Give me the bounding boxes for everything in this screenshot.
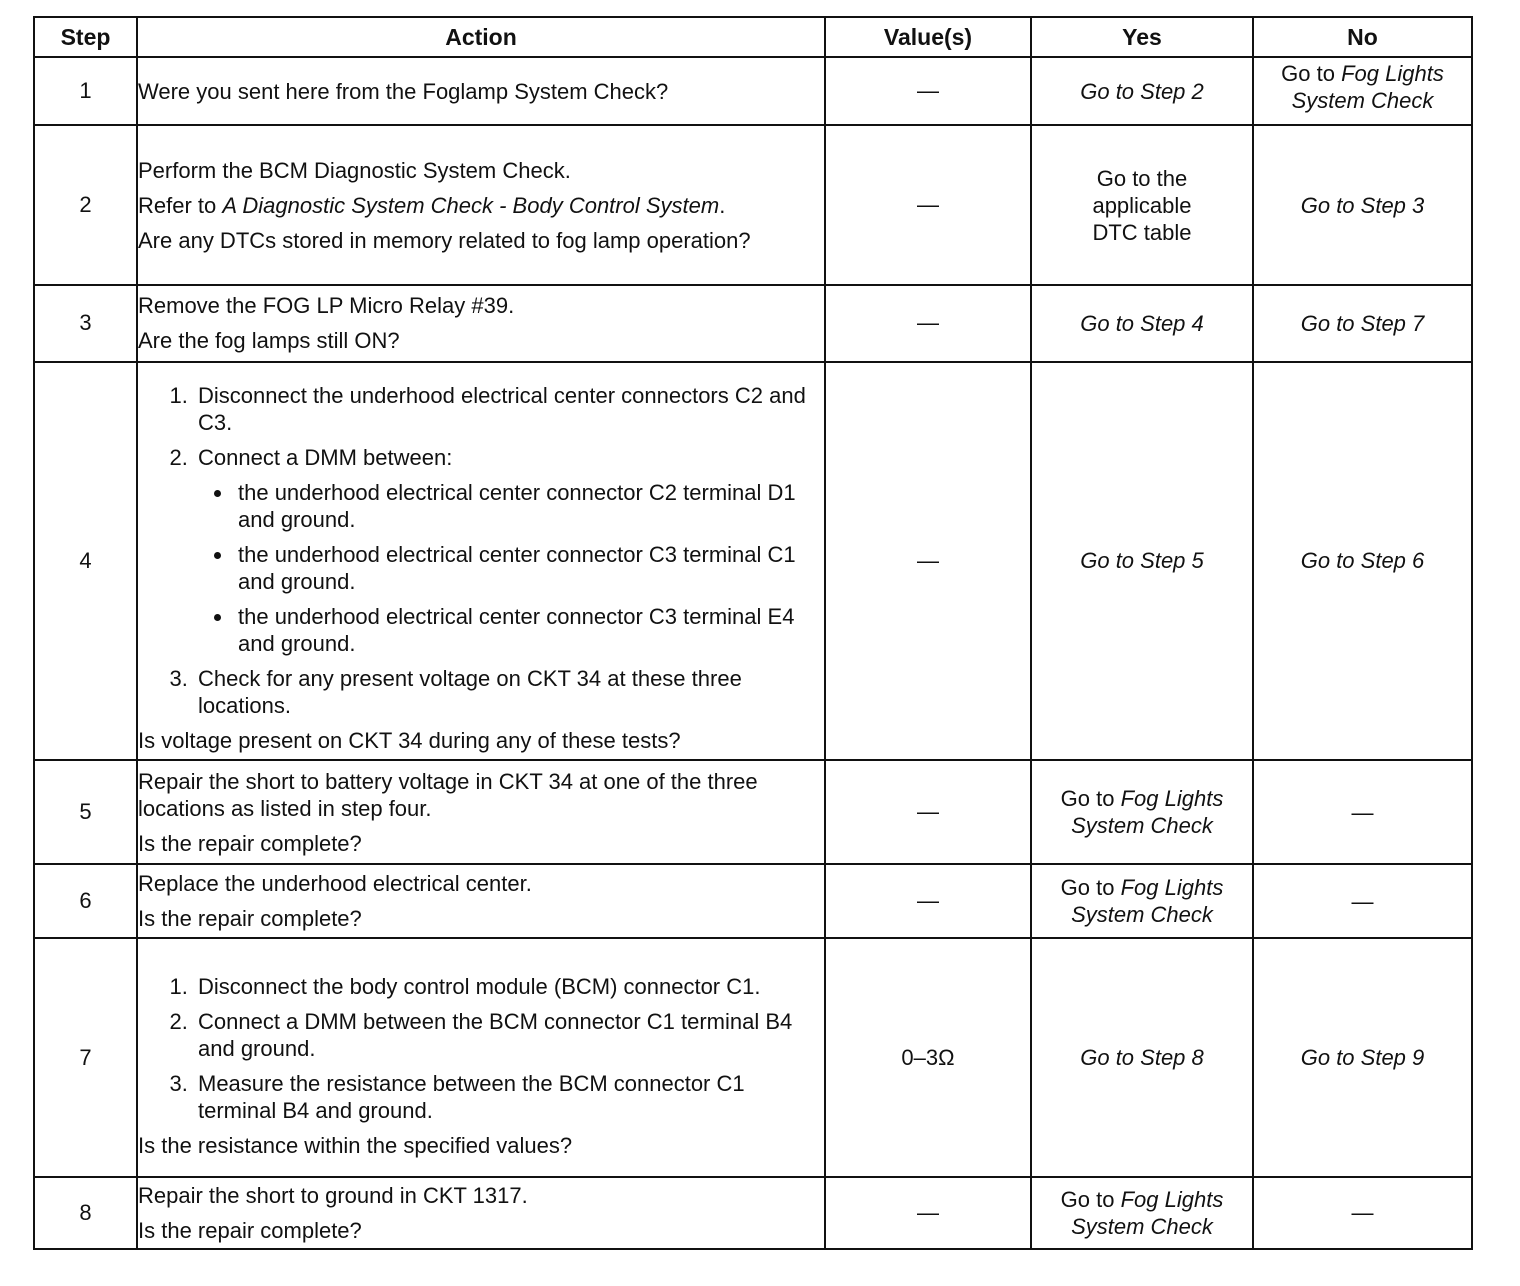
yes-cell: Go to Step 5	[1031, 362, 1253, 761]
header-yes: Yes	[1031, 17, 1253, 57]
procedure-step	[194, 444, 824, 657]
yes-reference: Fog Lights System Check	[1071, 875, 1224, 928]
table-row	[34, 864, 1472, 938]
goto-prefix: Go to	[1060, 786, 1115, 812]
header-action: Action	[137, 17, 825, 57]
action-question: Are the fog lamps still ON?	[138, 328, 400, 354]
no-cell: Go to Step 6	[1253, 362, 1472, 761]
procedure-step: 1. Disconnect the underhood electrical center connectors C2 and C3.	[194, 382, 824, 436]
no-cell: Go to Step 3	[1253, 125, 1472, 285]
yes-cell	[1031, 760, 1253, 864]
action-instruction: Replace the underhood electrical center.	[138, 871, 532, 897]
no-cell: —	[1253, 760, 1472, 864]
action-instruction: Remove the FOG LP Micro Relay #39.	[138, 293, 515, 319]
bullet-item: • the underhood electrical center connector C3 terminal E4 and ground.	[234, 603, 824, 657]
bullet-item: • the underhood electrical center connector C2 terminal D1 and ground.	[234, 479, 824, 533]
table-row	[34, 57, 1472, 125]
step-number: 5	[34, 760, 137, 864]
action-cell	[137, 285, 825, 361]
table-row	[34, 362, 1472, 761]
yes-cell	[1031, 864, 1253, 938]
header-step: Step	[34, 17, 137, 57]
procedure-step: 2. Connect a DMM between the BCM connector C1 terminal B4 and ground.	[194, 1008, 824, 1062]
header-no: No	[1253, 17, 1472, 57]
procedure-step-text: Connect a DMM between:	[198, 444, 453, 470]
value-cell: —	[825, 1177, 1031, 1249]
header-values: Value(s)	[825, 17, 1031, 57]
action-cell	[137, 125, 825, 285]
header-row	[34, 17, 1472, 57]
bullet-list	[198, 479, 824, 657]
goto-prefix: Go to	[1060, 1186, 1115, 1212]
action-cell	[137, 1177, 825, 1249]
yes-reference: Fog Lights System Check	[1071, 1186, 1224, 1239]
action-question: Is the repair complete?	[138, 830, 362, 856]
action-instruction: Perform the BCM Diagnostic System Check.	[138, 157, 571, 183]
no-cell: Go to Step 9	[1253, 938, 1472, 1176]
action-question: Is voltage present on CKT 34 during any of these tests?	[138, 727, 681, 753]
refer-prefix: Refer to	[138, 192, 217, 218]
procedure-step: 1. Disconnect the body control module (BCM) connector C1.	[194, 973, 824, 1000]
value-cell: 0–3Ω	[825, 938, 1031, 1176]
procedure-step: 3. Measure the resistance between the BCM connector C1 terminal B4 and ground.	[194, 1070, 824, 1124]
step-number: 2	[34, 125, 137, 285]
yes-cell	[1031, 1177, 1253, 1249]
action-question: Are any DTCs stored in memory related to fog lamp operation?	[138, 227, 751, 253]
table-row	[34, 1177, 1472, 1249]
no-cell: —	[1253, 864, 1472, 938]
no-cell	[1253, 57, 1472, 125]
value-cell: —	[825, 125, 1031, 285]
value-cell: —	[825, 362, 1031, 761]
value-cell: —	[825, 864, 1031, 938]
no-cell: Go to Step 7	[1253, 285, 1472, 361]
table-row	[34, 760, 1472, 864]
step-number: 8	[34, 1177, 137, 1249]
procedure-list	[138, 382, 824, 719]
step-number: 4	[34, 362, 137, 761]
action-question: Is the resistance within the specified values?	[138, 1132, 573, 1158]
action-cell	[137, 938, 825, 1176]
step-number: 7	[34, 938, 137, 1176]
no-cell: —	[1253, 1177, 1472, 1249]
goto-prefix: Go to	[1281, 61, 1335, 86]
bullet-item: • the underhood electrical center connector C3 terminal C1 and ground.	[234, 541, 824, 595]
table-row	[34, 285, 1472, 361]
no-reference: Fog Lights System Check	[1291, 61, 1444, 113]
yes-reference: Fog Lights System Check	[1071, 786, 1224, 839]
action-cell	[137, 57, 825, 125]
yes-cell: Go to Step 2	[1031, 57, 1253, 125]
procedure-list	[138, 973, 824, 1124]
step-number: 3	[34, 285, 137, 361]
value-cell: —	[825, 57, 1031, 125]
refer-suffix: .	[719, 192, 726, 218]
goto-prefix: Go to	[1060, 875, 1115, 901]
table-row	[34, 938, 1472, 1176]
action-question: Is the repair complete?	[138, 906, 362, 932]
action-cell	[137, 864, 825, 938]
action-question: Is the repair complete?	[138, 1217, 362, 1243]
action-instruction: Repair the short to battery voltage in CKT 34 at one of the three locations as listed in step four.	[138, 768, 758, 821]
table-row	[34, 125, 1472, 285]
step-number: 1	[34, 57, 137, 125]
refer-link: A Diagnostic System Check - Body Control System	[222, 192, 720, 218]
yes-cell: Go to Step 4	[1031, 285, 1253, 361]
value-cell: —	[825, 760, 1031, 864]
action-reference	[138, 192, 824, 219]
yes-cell: Go to the applicable DTC table	[1031, 125, 1253, 285]
procedure-step: 3. Check for any present voltage on CKT 34 at these three locations.	[194, 665, 824, 719]
action-question: Were you sent here from the Foglamp System Check?	[138, 78, 669, 104]
action-instruction: Repair the short to ground in CKT 1317.	[138, 1182, 528, 1208]
action-cell	[137, 760, 825, 864]
yes-cell: Go to Step 8	[1031, 938, 1253, 1176]
step-number: 6	[34, 864, 137, 938]
action-cell	[137, 362, 825, 761]
value-cell: —	[825, 285, 1031, 361]
diagnostic-table	[33, 16, 1473, 1250]
